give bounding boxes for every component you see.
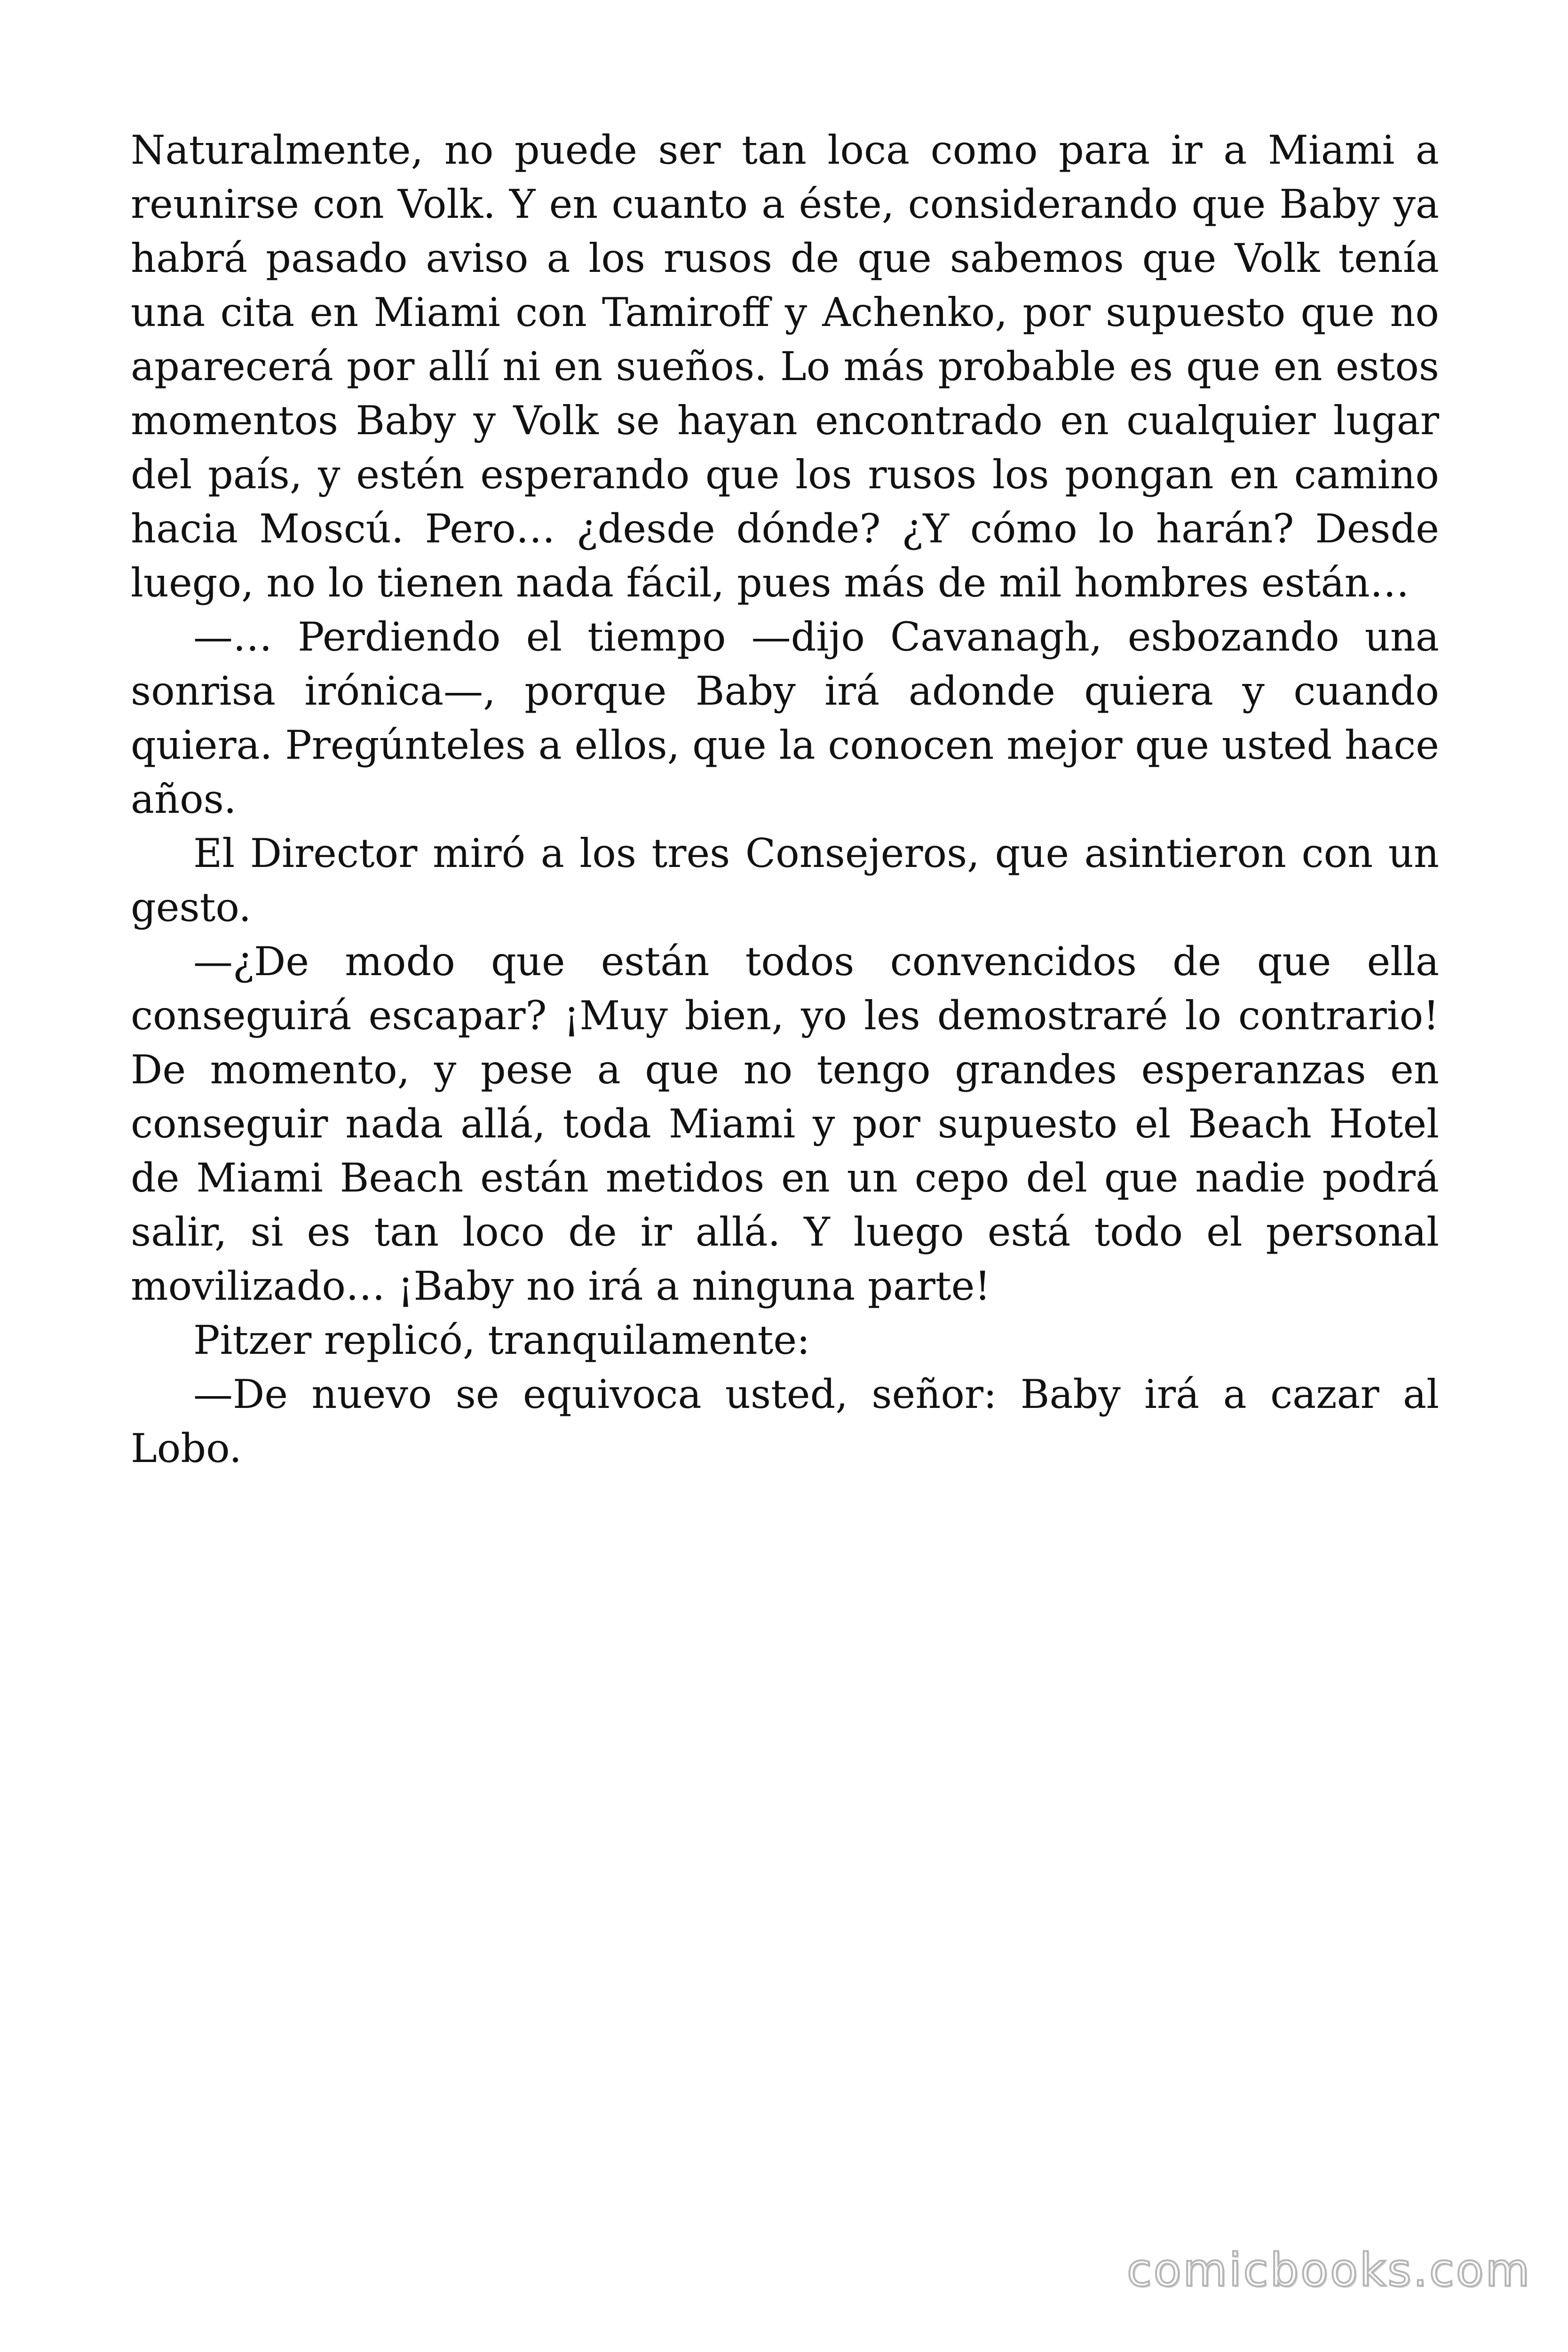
paragraph-1: Naturalmente, no puede ser tan loca como para ir a Miami a reunirse con Volk. Y en cuanto a éste, considerando que Baby ya habrá pasado aviso a los rusos de que sabemos que Volk tenía una cita en Miami con Tamiroff y Achenko, por supuesto que no aparecerá por allí ni en sueños. Lo más probable es que en estos momentos Baby y Volk se hayan encontrado en cualquier lugar del país, y estén esperando que los rusos los pongan en camino hacia Moscú. Pero… ¿desde dónde? ¿Y cómo lo harán? Desde luego, no lo tienen nada fácil, pues más de mil hombres están… (131, 127, 1439, 606)
watermark: comicbooks.com (1126, 2244, 1531, 2296)
paragraph-6: —De nuevo se equivoca usted, señor: Baby irá a cazar al Lobo. (131, 1371, 1439, 1471)
paragraph-4: —¿De modo que están todos convencidos de que ella conseguirá escapar? ¡Muy bien, yo les demostraré lo contrario! De momento, y pese a que no tengo grandes esperanzas en conseguir nada allá, toda Miami y por supuesto el Beach Hotel de Miami Beach están metidos en un cepo del que nadie podrá salir, si es tan loco de ir allá. Y luego está todo el personal movilizado… ¡Baby no irá a ninguna parte! (131, 938, 1439, 1309)
paragraph-5: Pitzer replicó, tranquilamente: (193, 1317, 810, 1363)
paragraph-3: El Director miró a los tres Consejeros, que asintieron con un gesto. (131, 830, 1439, 930)
paragraph-2: —… Perdiendo el tiempo —dijo Cavanagh, esbozando una sonrisa irónica—, porque Baby irá adonde quiera y cuando quiera. Pregúnteles a ellos, que la conocen mejor que usted hace años. (131, 614, 1439, 822)
page-text (131, 123, 1439, 1476)
